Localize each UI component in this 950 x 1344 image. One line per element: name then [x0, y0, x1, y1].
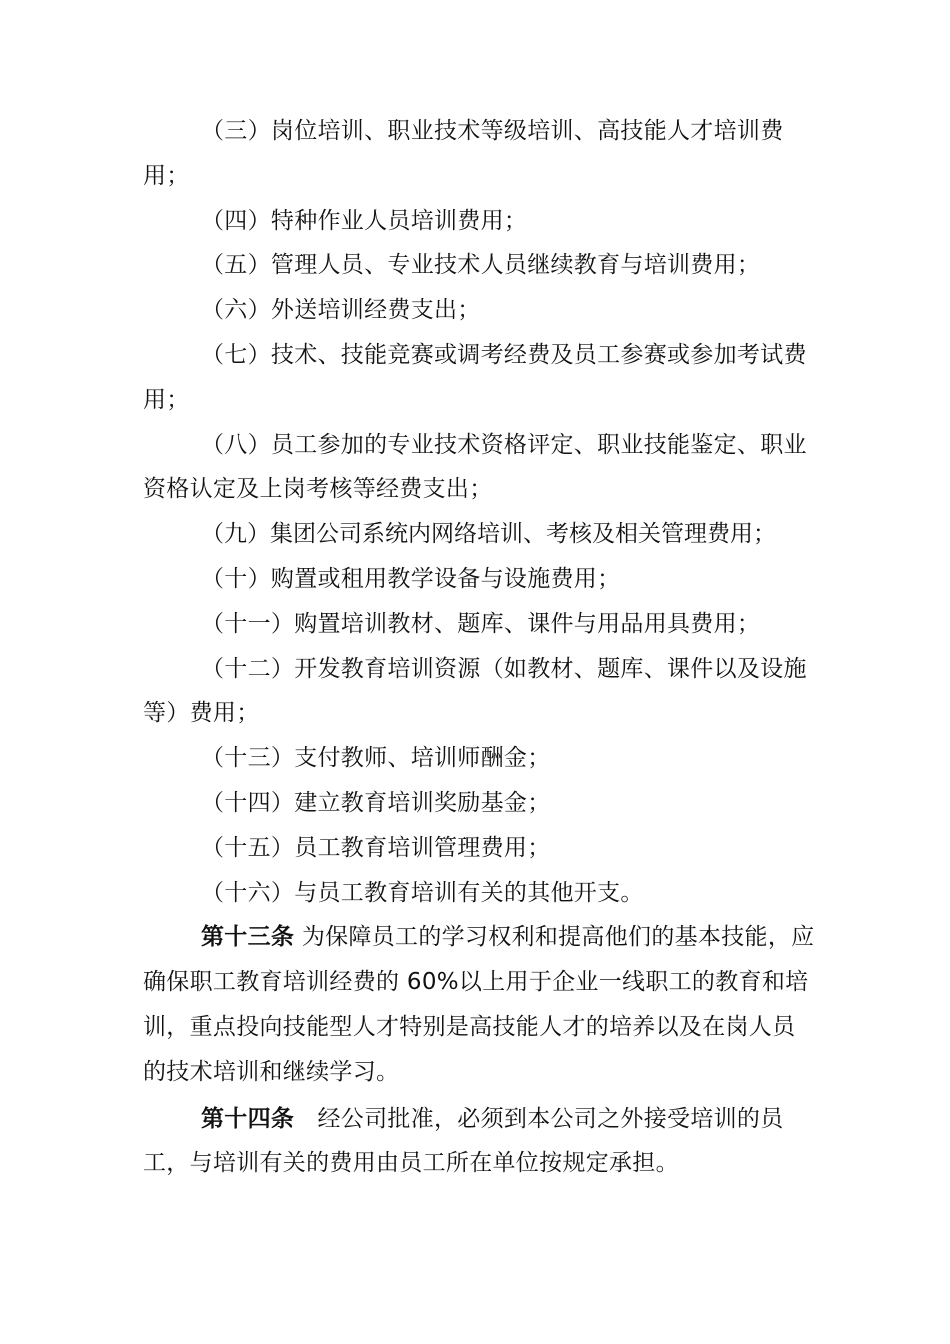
list-item-16: （十六）与员工教育培训有关的其他开支。 — [201, 879, 644, 906]
list-item-11: （十一）购置培训教材、题库、课件与用品用具费用； — [201, 610, 761, 637]
list-item-15: （十五）员工教育培训管理费用； — [201, 834, 551, 861]
list-item-5: （五）管理人员、专业技术人员继续教育与培训费用； — [201, 252, 761, 279]
article-14-number: 第十四条 — [201, 1105, 295, 1132]
list-item-10: （十）购置或租用教学设备与设施费用； — [201, 565, 621, 592]
list-item-14: （十四）建立教育培训奖励基金； — [201, 789, 551, 816]
list-item-6: （六）外送培训经费支出； — [201, 297, 481, 324]
article-13 — [143, 915, 815, 1094]
article-13-number: 第十三条 — [201, 924, 295, 951]
list-item-8: （八）员工参加的专业技术资格评定、职业技能鉴定、职业资格认定及上岗考核等经费支出； — [143, 431, 807, 503]
article-14-text: 经公司批准，必须到本公司之外接受培训的员工，与培训有关的费用由员工所在单位按规定承担。 — [143, 1105, 784, 1177]
article-14 — [143, 1097, 815, 1187]
list-item-13: （十三）支付教师、培训师酬金； — [201, 745, 551, 772]
list-item-4: （四）特种作业人员培训费用； — [201, 207, 528, 234]
list-item-7: （七）技术、技能竞赛或调考经费及员工参赛或参加考试费用； — [143, 341, 807, 413]
document-page — [143, 109, 815, 1186]
article-13-text: 为保障员工的学习权利和提高他们的基本技能，应确保职工教育培训经费的 60%以上用于企业一线职工的教育和培训，重点投向技能型人才特别是高技能人才的培养以及在岗人员的技术培训和继续学习。 — [143, 924, 815, 1085]
list-item-12: （十二）开发教育培训资源（如教材、题库、课件以及设施等）费用； — [143, 655, 807, 727]
list-item-3: （三）岗位培训、职业技术等级培训、高技能人才培训费用； — [143, 118, 784, 189]
list-item-9: （九）集团公司系统内网络培训、考核及相关管理费用； — [201, 521, 776, 548]
